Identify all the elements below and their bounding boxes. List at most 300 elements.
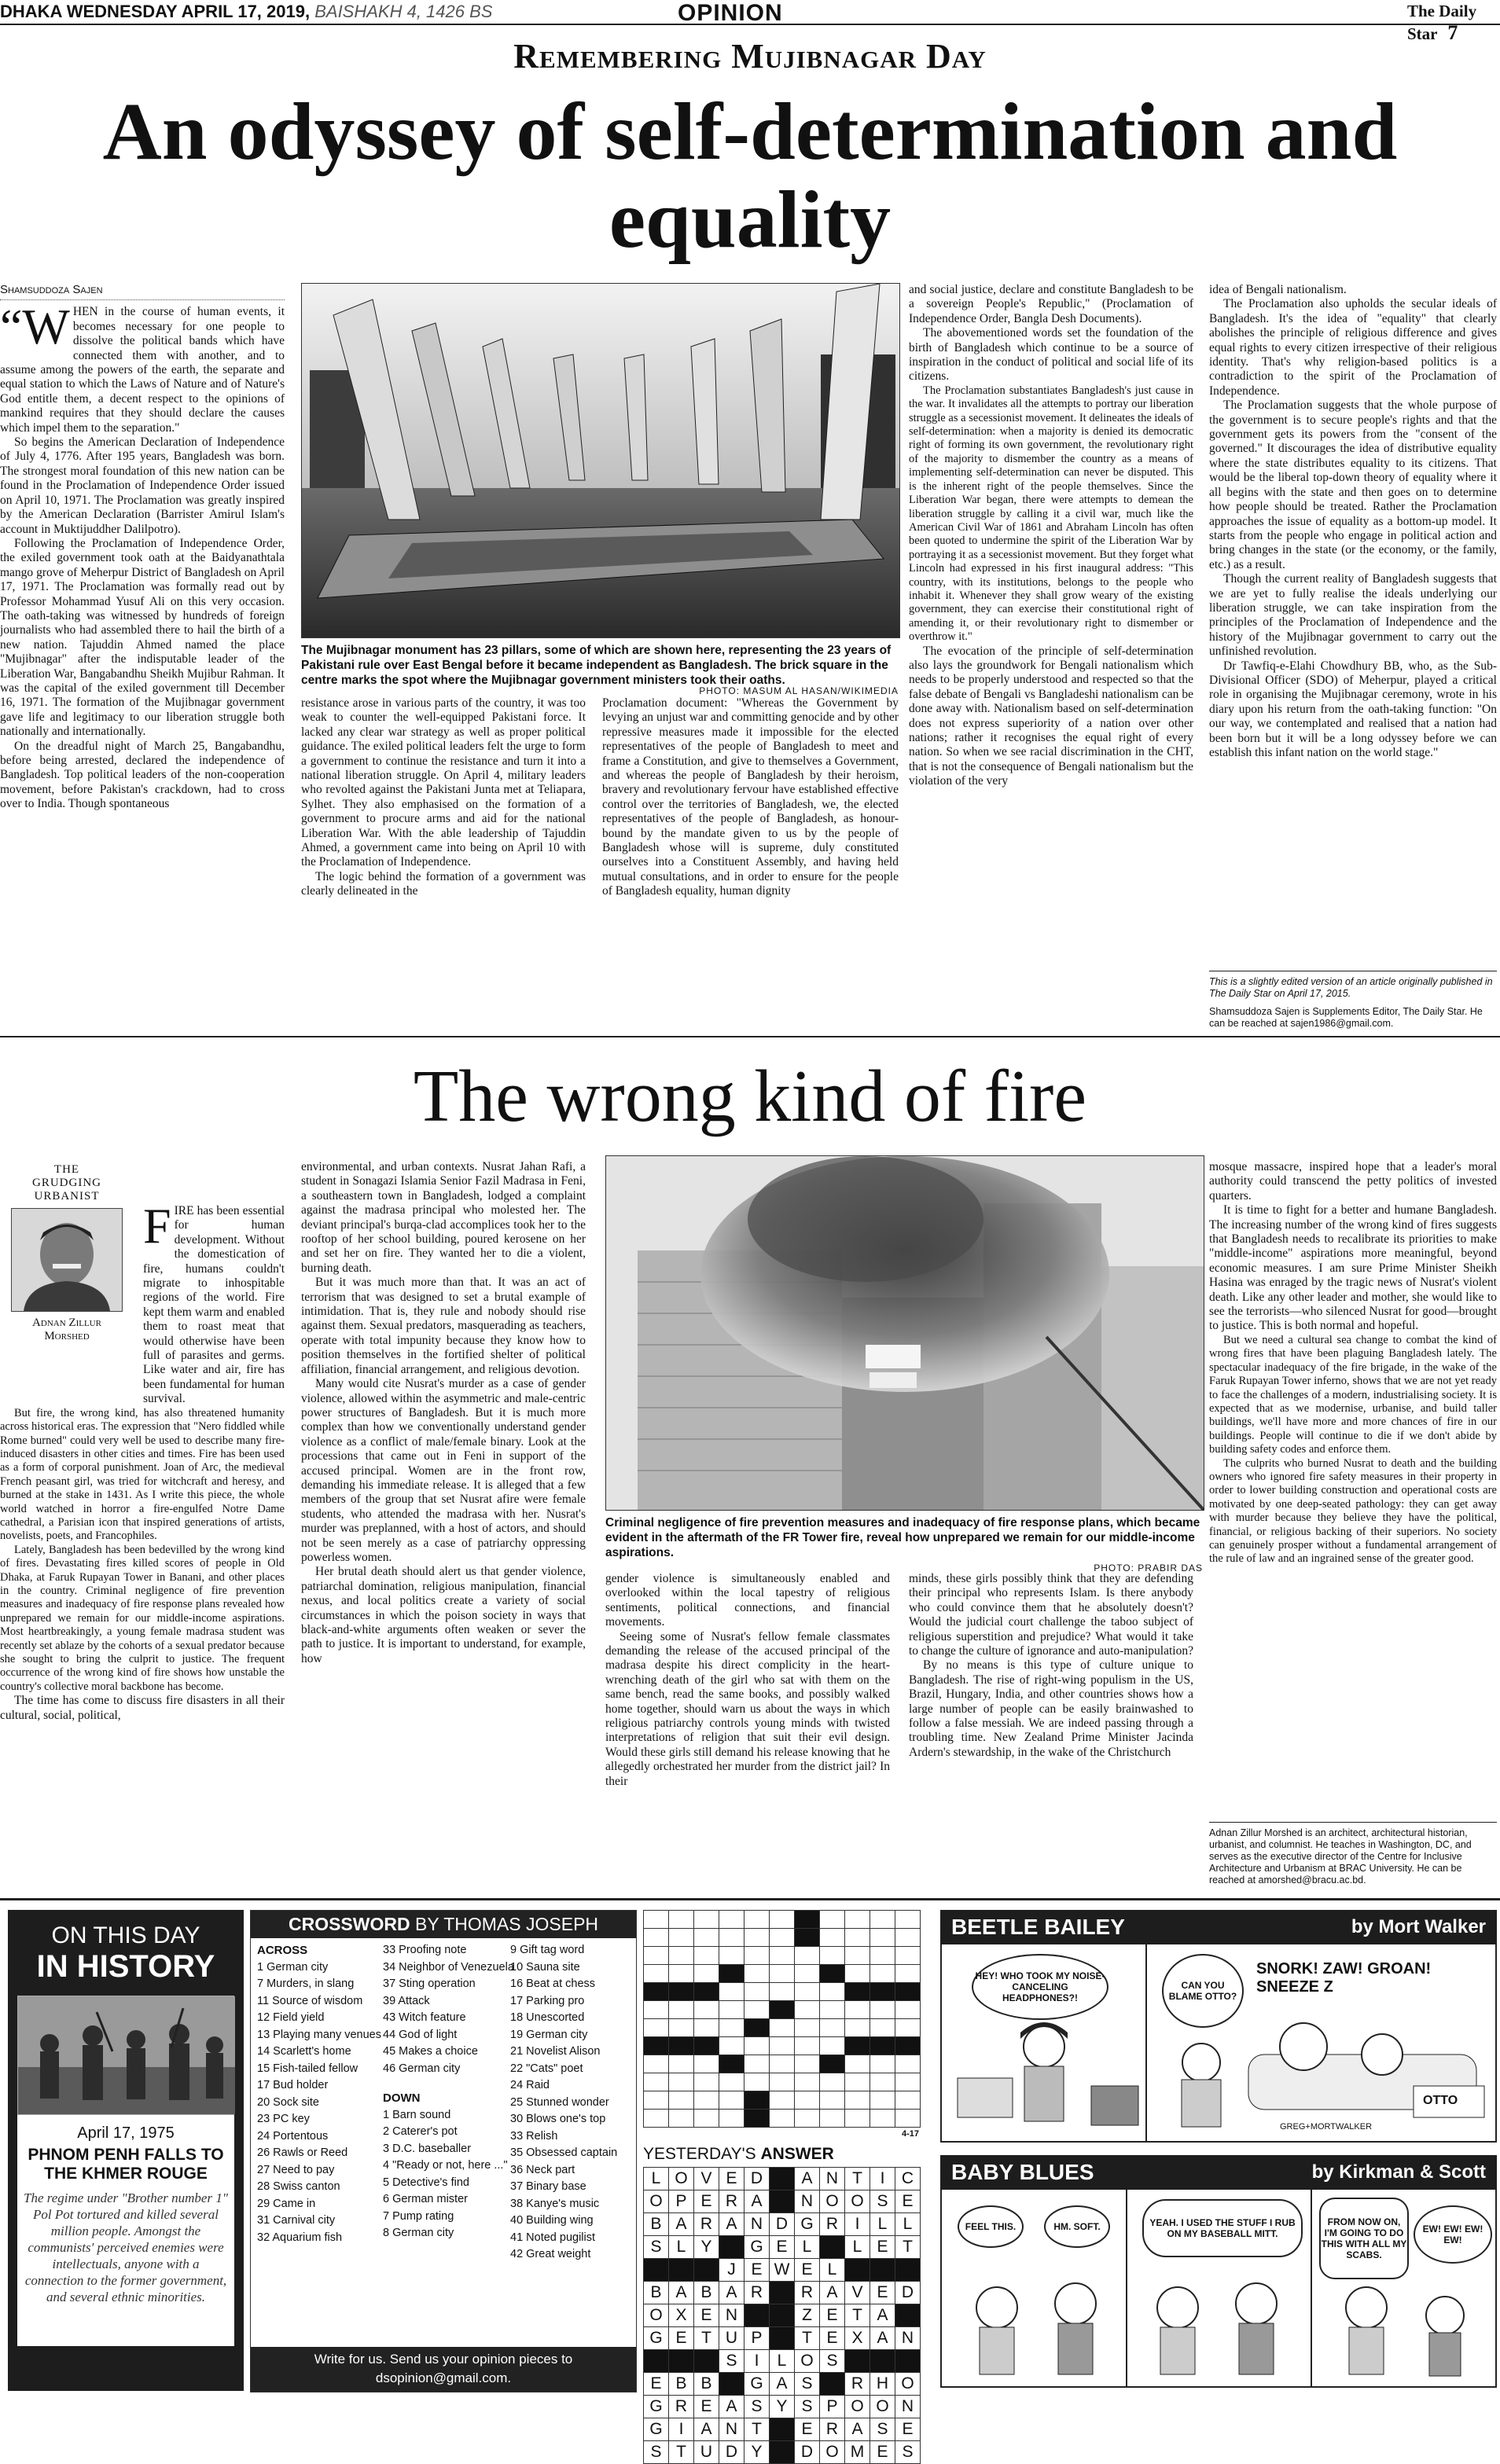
paper-name: The Daily Star <box>1407 2 1477 43</box>
crossword-cell[interactable] <box>870 1965 895 1983</box>
answer-cell: E <box>669 2327 694 2350</box>
crossword-cell[interactable] <box>895 1947 921 1965</box>
answer-cell: S <box>719 2350 744 2373</box>
crossword-cell[interactable] <box>719 2019 744 2037</box>
crossword-cell[interactable] <box>694 1911 719 1929</box>
answer-cell: A <box>694 2418 719 2441</box>
history-date: April 17, 1975 <box>77 2124 175 2142</box>
answer-cell: P <box>820 2396 845 2418</box>
answer-cell: I <box>845 2213 870 2236</box>
crossword-cell[interactable] <box>795 1911 820 1929</box>
crossword-cell[interactable] <box>744 2037 770 2055</box>
crossword-cell[interactable] <box>820 2001 845 2019</box>
crossword-cell[interactable] <box>669 2001 694 2019</box>
answer-cell <box>669 2350 694 2373</box>
crossword-cell[interactable] <box>770 1965 795 1983</box>
crossword-title <box>251 1911 636 1938</box>
article2-column-3 <box>605 1572 890 1883</box>
crossword-cell[interactable] <box>870 2055 895 2073</box>
masthead-date <box>0 2 492 22</box>
answer-cell: L <box>870 2213 895 2236</box>
crossword-cell[interactable] <box>719 1929 744 1947</box>
crossword-cell[interactable] <box>870 2091 895 2110</box>
crossword-cell[interactable] <box>719 2073 744 2091</box>
answer-cell: H <box>870 2373 895 2396</box>
crossword-cell[interactable] <box>795 2019 820 2037</box>
article1-para: Following the Proclamation of Independence Order, the exiled government took oath at the Baidyanathtala mango grove of Meherpur District of Bangladesh on April 17, 1971. The Proclamation was formally read out by Professor Mohammad Yusuf Ali on this very occasion. The oath-taking was witnessed by hundreds of foreign journalists who had assembled there to hail the birth of a new nation. Tajuddin Ahmed named the place "Mujibnagar" after the indisputable leader of the Liberation War, Bangabandhu Sheikh Mujibur Rahman. It was the capital of the exiled government till December 16, 1971. The formation of the Mujibnagar government gave life and legitimacy to our liberation struggle both nationally and internationally. <box>0 536 285 739</box>
answer-cell <box>770 2441 795 2464</box>
crossword-clue: 40 Building wing <box>510 2214 594 2227</box>
crossword-cell[interactable] <box>669 2055 694 2073</box>
beetle-credit: GREG+MORTWALKER <box>1280 2122 1373 2132</box>
crossword-cell[interactable] <box>719 1947 744 1965</box>
crossword-cell[interactable] <box>895 1965 921 1983</box>
crossword-cell[interactable] <box>644 2019 669 2037</box>
crossword-cell[interactable] <box>795 1947 820 1965</box>
article2-para: By no means is this type of culture unique to Bangladesh. The rise of right-wing populism in the US, Brazil, Hungary, India, and other countries shows how a large number of people can be easily brainwashed to follow a false messiah. We are indeed passing through a troubling time. New Zealand Prime Minister Jacinda Ardern's stewardship, in the wake of the Christchurch <box>909 1658 1193 1759</box>
crossword-cell[interactable] <box>845 2001 870 2019</box>
footer-email: dsopinion@gmail.com. <box>375 2370 512 2385</box>
article1-author-note: Shamsuddoza Sajen is Supplements Editor, The Daily Star. He can be reached at sajen1986@gmail.com. <box>1209 1006 1483 1029</box>
crossword-cell[interactable] <box>820 1911 845 1929</box>
crossword-clue: 39 Attack <box>383 1994 430 2007</box>
drop-cap-f: F <box>143 1198 171 1254</box>
answer-cell: R <box>820 2213 845 2236</box>
answer-cell: V <box>694 2168 719 2190</box>
crossword-cell[interactable] <box>694 2110 719 2128</box>
answer-cell: S <box>744 2396 770 2418</box>
page-number: 7 <box>1447 21 1458 44</box>
crossword-cell[interactable] <box>719 1911 744 1929</box>
yesterday-answer-title <box>643 2145 934 2164</box>
answer-cell: Y <box>694 2236 719 2259</box>
crossword-clue: 8 German city <box>383 2227 454 2239</box>
crossword-cell[interactable] <box>744 1965 770 1983</box>
article1-photo-caption: The Mujibnagar monument has 23 pillars, some of which are shown here, representing the 23 years of Pakistani rule over East Bengal before it became independent as Bangladesh. The brick square in the centre marks the spot where the Mujibnagar government ministers took their oaths. <box>301 644 892 687</box>
article1-para: HEN in the course of human events, it becomes necessary for one people to dissolve the political bands which have connected them with another, and to assume among the powers of the earth, the separate and equal station to which the Laws of Nature and of Nature's God entitle them, a decent respect to the opinions of mankind requires that they should declare the causes which impel them to the separation." <box>0 305 285 435</box>
across-heading: ACROSS <box>257 1944 308 1957</box>
crossword-clue: 11 Source of wisdom <box>257 1994 363 2007</box>
crossword-clue: 22 "Cats" poet <box>510 2062 583 2075</box>
crossword-clue: 7 Murders, in slang <box>257 1977 355 1990</box>
crossword-clue: 23 PC key <box>257 2113 310 2125</box>
answer-cell: S <box>820 2350 845 2373</box>
crossword-cell[interactable] <box>770 2019 795 2037</box>
fire-image <box>606 1156 1204 1510</box>
answer-cell: E <box>744 2259 770 2282</box>
crossword-cell[interactable] <box>744 1947 770 1965</box>
crossword-cell[interactable] <box>719 2110 744 2128</box>
crossword-clue: 44 God of light <box>383 2028 458 2041</box>
answer-cell: I <box>669 2418 694 2441</box>
crossword-clue: 20 Sock site <box>257 2095 319 2109</box>
crossword-cell[interactable] <box>744 2001 770 2019</box>
crossword-cell[interactable] <box>870 1947 895 1965</box>
crossword-clue: 15 Fish-tailed fellow <box>257 2062 358 2075</box>
crossword-cell[interactable] <box>895 1983 921 2001</box>
crossword-cell[interactable] <box>820 1983 845 2001</box>
history-text: The regime under "Brother number 1" Pol Pot tortured and killed several million people. Amongst the communists' perceived enemies were intellectuals, anyone with a connection to the former government, and several ethnic minorities. <box>24 2190 228 2304</box>
crossword-cell[interactable] <box>820 2055 845 2073</box>
answer-cell: S <box>895 2441 921 2464</box>
monument-image <box>302 284 899 637</box>
answer-cell: D <box>770 2213 795 2236</box>
beetle-title: BEETLE BAILEY <box>951 1915 1125 1939</box>
article1-para: The Proclamation also upholds the secular ideals of Bangladesh. It's the idea of "equality" that clearly abolishes the principle of religious difference and gives equal rights to every citizen irrespective of their religious identity. That's why religion-based politics is a contradiction to the spirit of the Proclamation of Independence. <box>1209 297 1497 398</box>
answer-cell: T <box>694 2327 719 2350</box>
answer-cell: O <box>820 2190 845 2213</box>
crossword-title-rest: BY THOMAS JOSEPH <box>410 1914 599 1934</box>
article2-photo-credit: PHOTO: PRABIR DAS <box>1094 1562 1203 1574</box>
answer-cell <box>644 2259 669 2282</box>
crossword-clue: 18 Unescorted <box>510 2011 585 2024</box>
answer-cell: N <box>719 2304 744 2327</box>
crossword-clue: 17 Bud holder <box>257 2079 329 2091</box>
article1-column-5 <box>1209 283 1497 975</box>
clues-across-1 <box>257 1942 383 2246</box>
crossword-cell[interactable] <box>644 1983 669 2001</box>
answer-cell: E <box>895 2418 921 2441</box>
crossword-cell[interactable] <box>845 1929 870 1947</box>
crossword-cell[interactable] <box>845 1911 870 1929</box>
crossword-cell[interactable] <box>795 2037 820 2055</box>
crossword-cell[interactable] <box>669 2019 694 2037</box>
crossword-cell[interactable] <box>669 2037 694 2055</box>
crossword-clue: 29 Came in <box>257 2197 316 2210</box>
crossword-cell[interactable] <box>795 1929 820 1947</box>
crossword-cell[interactable] <box>694 2001 719 2019</box>
crossword-cell[interactable] <box>895 1929 921 1947</box>
answer-cell: O <box>644 2304 669 2327</box>
crossword-cell[interactable] <box>845 1983 870 2001</box>
crossword-cell[interactable] <box>895 2055 921 2073</box>
answer-cell <box>644 2350 669 2373</box>
answer-cell: T <box>669 2441 694 2464</box>
crossword-cell[interactable] <box>895 1911 921 1929</box>
answer-cell: Y <box>744 2441 770 2464</box>
answer-cell <box>895 2259 921 2282</box>
answer-cell: L <box>845 2236 870 2259</box>
clues-across-2 <box>383 1942 514 2242</box>
crossword-cell[interactable] <box>694 1947 719 1965</box>
answer-cell: A <box>744 2190 770 2213</box>
answer-cell <box>770 2304 795 2327</box>
answer-cell: O <box>845 2396 870 2418</box>
crossword-cell[interactable] <box>870 2110 895 2128</box>
crossword-cell[interactable] <box>820 2019 845 2037</box>
crossword-cell[interactable] <box>870 2073 895 2091</box>
crossword-cell[interactable] <box>895 2110 921 2128</box>
article1-para: and social justice, declare and constitute Bangladesh to be a sovereign People's Republic," (Proclamation of Independence Order, Bangla Desh Documents). <box>909 283 1193 325</box>
crossword-cell[interactable] <box>744 2055 770 2073</box>
crossword-cell[interactable] <box>820 1929 845 1947</box>
answer-label: ANSWER <box>760 2145 834 2163</box>
crossword-cell[interactable] <box>770 2001 795 2019</box>
crossword-cell[interactable] <box>845 2037 870 2055</box>
crossword-clue: 1 German city <box>257 1960 329 1974</box>
article1-para: The evocation of the principle of self-determination also lays the groundwork for Bengali nationalism which needs to be properly understood and respected so that the false debate of Bengali vs Bangladeshi nationalism can be done away with. Nationalism based on self-determination does not express superiority of a nation over other nations; rather it recognises the equal right of every nation. So when we see racial discrimination in the CHT, that is not the consequence of Bengali nationalism but the violation of the very <box>909 644 1193 788</box>
answer-cell: E <box>870 2282 895 2304</box>
crossword-cell[interactable] <box>669 2091 694 2110</box>
answer-cell: R <box>845 2373 870 2396</box>
answer-cell: B <box>669 2373 694 2396</box>
crossword-cell[interactable] <box>820 2073 845 2091</box>
crossword-cell[interactable] <box>820 1947 845 1965</box>
crossword-clue: 2 Caterer's pot <box>383 2125 458 2138</box>
answer-cell: E <box>694 2396 719 2418</box>
crossword-cell[interactable] <box>845 2073 870 2091</box>
crossword-grid[interactable] <box>643 1910 921 2128</box>
crossword-cell[interactable] <box>845 2091 870 2110</box>
history-title-top: ON THIS DAY <box>51 1922 200 1948</box>
answer-cell <box>845 2350 870 2373</box>
article2-para: environmental, and urban contexts. Nusrat Jahan Rafi, a student in Sonagazi Islamia Senior Fazil Madrasa in Feni, a southeastern town in Bangladesh, lodged a complaint against the madrasa principal who molested her. The deviant principal's burqa-clad accomplices took her to the rooftop of her school building, poured kerosene on her and set her on fire. They wanted her to die a violent, burning death. <box>301 1160 586 1275</box>
crossword-cell[interactable] <box>895 2001 921 2019</box>
crossword-cell[interactable] <box>795 2055 820 2073</box>
clues-down-2 <box>510 1942 634 2264</box>
crossword-cell[interactable] <box>719 2091 744 2110</box>
crossword-cell[interactable] <box>719 2037 744 2055</box>
article2-para: Her brutal death should alert us that gender violence, patriarchal domination, religious manipulation, financial nexus, and local politics create a variety of social circumstances in which the poison society in ways that black-and-white arguments often weaken or sever the path to justice. It is important to understand, for example, how <box>301 1565 586 1665</box>
crossword-cell[interactable] <box>744 1983 770 2001</box>
crossword-cell[interactable] <box>895 2019 921 2037</box>
crossword-cell[interactable] <box>845 2110 870 2128</box>
bb-bubble-2: HM. SOFT. <box>1044 2205 1110 2248</box>
answer-cell <box>719 2236 744 2259</box>
crossword-cell[interactable] <box>694 2037 719 2055</box>
crossword-clue: 43 Witch feature <box>383 2011 466 2024</box>
article1-para: The Proclamation substantiates Bangladesh's just cause in the war. It invalidates all the attempts to portray our liberation struggle as a secessionist movement. It delineates the ideals of self-determination: when a majority is denied its democratic right of forming its own government, the revolutionary right of the majority to dismember the country as a means of implementing self-determination can never be disputed. This is the inherent right of the people themselves. Since the Liberation War began, there were attempts to demean the liberation struggle by calling it a civil war, much like the American Civil War of 1861 and Abraham Lincoln has often been quoted to undermine the spirit of the Liberation War by portraying it as a secessionist movement. But they forget what Lincoln had expressed in his first inaugural address: "This country, with its institutions, belongs to the people who inhabit it. Whenever they shall grow weary of the existing government, they can exercise their constitutional right of amending it, or their revolutionary right to dismember or overthrow it." <box>909 384 1193 644</box>
crossword-cell[interactable] <box>694 2055 719 2073</box>
answer-cell: A <box>870 2327 895 2350</box>
answer-cell: B <box>644 2213 669 2236</box>
crossword-cell[interactable] <box>669 1911 694 1929</box>
article2-column-5 <box>1209 1160 1497 1828</box>
article2-column-1 <box>0 1160 285 1883</box>
article1-para: On the dreadful night of March 25, Bangabandhu, before being arrested, declared the independence of Bangladesh. Top political leaders of the non-cooperation movement, before Pakistan's crackdown, had to cross over to India. Though spontaneous <box>0 739 285 811</box>
crossword-cell[interactable] <box>719 2055 744 2073</box>
crossword-clue: 35 Obsessed captain <box>510 2146 618 2159</box>
crossword-cell[interactable] <box>644 1929 669 1947</box>
crossword-cell[interactable] <box>820 2110 845 2128</box>
crossword-cell[interactable] <box>694 2019 719 2037</box>
babyblues-title-bar <box>940 2155 1497 2190</box>
crossword-cell[interactable] <box>820 1965 845 1983</box>
answer-cell: S <box>870 2418 895 2441</box>
answer-cell: J <box>719 2259 744 2282</box>
answer-cell: A <box>719 2213 744 2236</box>
answer-cell: B <box>694 2373 719 2396</box>
answer-cell: R <box>669 2396 694 2418</box>
crossword-cell[interactable] <box>744 2073 770 2091</box>
crossword-cell[interactable] <box>644 2001 669 2019</box>
article2-photo-caption: Criminal negligence of fire prevention measures and inadequacy of fire response plans, which became evident in the aftermath of the FR Tower fire, reveal how unprepared we remain for our middle-income aspirations. <box>605 1516 1200 1559</box>
crossword-cell[interactable] <box>744 2019 770 2037</box>
answer-cell: S <box>644 2236 669 2259</box>
answer-cell: O <box>795 2350 820 2373</box>
answer-cell: G <box>644 2396 669 2418</box>
answer-cell: E <box>820 2327 845 2350</box>
crossword-cell[interactable] <box>870 2037 895 2055</box>
answer-cell: E <box>694 2190 719 2213</box>
answer-cell: N <box>895 2396 921 2418</box>
answer-cell: A <box>719 2396 744 2418</box>
answer-cell: M <box>845 2441 870 2464</box>
crossword-cell[interactable] <box>669 2110 694 2128</box>
crossword-cell[interactable] <box>744 1929 770 1947</box>
answer-cell: G <box>744 2236 770 2259</box>
crossword-cell[interactable] <box>694 1929 719 1947</box>
article1-para: The abovementioned words set the foundation of the birth of Bangladesh which continue to be a source of inspiration in the conduct of political and social life of its citizens. <box>909 326 1193 384</box>
crossword-cell[interactable] <box>870 2019 895 2037</box>
columnist-label: THE GRUDGING URBANIST <box>32 1163 101 1203</box>
answer-cell: O <box>669 2168 694 2190</box>
answer-cell: I <box>870 2168 895 2190</box>
answer-cell: E <box>795 2418 820 2441</box>
crossword-cell[interactable] <box>870 2001 895 2019</box>
history-box <box>8 1910 244 2391</box>
crossword-cell[interactable] <box>795 1965 820 1983</box>
article2-para: Seeing some of Nusrat's fellow female classmates demanding the release of the accused principal of the madrasa despite his direct complicity in the heart-wrenching death of the girl who sat with them on the same bench, read the same books, and possibly walked home together, should warn us about the ways in which religious patriarchy controls young minds with twisted interpretations of religion that suit their evil design. Would these girls still demand his release knowing that he allegedly orchestrated her murder from the district jail? In their <box>605 1629 890 1788</box>
crossword-cell[interactable] <box>719 2001 744 2019</box>
crossword-cell[interactable] <box>770 2055 795 2073</box>
crossword-clue: 1 Barn sound <box>383 2108 451 2121</box>
crossword-cell[interactable] <box>770 1929 795 1947</box>
crossword-cell[interactable] <box>845 1965 870 1983</box>
answer-cell <box>895 2304 921 2327</box>
answer-cell <box>694 2350 719 2373</box>
crossword-cell[interactable] <box>644 2091 669 2110</box>
crossword-cell[interactable] <box>795 2001 820 2019</box>
crossword-cell[interactable] <box>669 1947 694 1965</box>
crossword-cell[interactable] <box>669 1983 694 2001</box>
crossword-cell[interactable] <box>669 1965 694 1983</box>
article2-para: The culprits who burned Nusrat to death and the building owners who ignored fire safety measures in their property in order to lower building construction and operational costs are motivated by one deep-seated pathology: they can get away with murder because they believe they have the political, financial, or religious backing of their superiors. No society can genuinely prosper without a fundamental arrangement of the rule of law and an ingrained sense of the greater good. <box>1209 1456 1497 1566</box>
article1-note: This is a slightly edited version of an article originally published in The Daily Star on April 17, 2015. <box>1209 976 1493 999</box>
crossword-cell[interactable] <box>644 1965 669 1983</box>
crossword-cell[interactable] <box>644 2055 669 2073</box>
answer-cell: E <box>870 2441 895 2464</box>
answer-cell: B <box>694 2282 719 2304</box>
crossword-cell[interactable] <box>795 2073 820 2091</box>
answer-cell: L <box>770 2350 795 2373</box>
crossword-cell[interactable] <box>744 2110 770 2128</box>
beetle-bailey-strip <box>940 1910 1497 2146</box>
crossword-cell[interactable] <box>694 2091 719 2110</box>
crossword-clue: 41 Noted pugilist <box>510 2231 596 2244</box>
crossword-cell[interactable] <box>895 2037 921 2055</box>
crossword-cell[interactable] <box>719 1965 744 1983</box>
article2-para: Lately, Bangladesh has been bedevilled by the wrong kind of fires. Devastating fires killed scores of people in Old Dhaka, at Faruk Rupayan Tower in Banani, and other places in the country. Criminal negligence of fire prevention measures and inadequacy of fire response plans revealed how unprepared we remain for our middle-income aspirations. Most heartbreakingly, a young female madrasa student was recently set ablaze by the cohorts of a sexual predator because she sought to bring the culprit to justice. The frequent occurrence of the wrong kind of fire shows how unstable the country's collective moral backbone has become. <box>0 1543 285 1693</box>
crossword-clue: 37 Sting operation <box>383 1977 476 1990</box>
crossword-cell[interactable] <box>744 1911 770 1929</box>
soldiers-image <box>18 1996 235 2114</box>
crossword-clue: 4 "Ready or not, here ..." <box>383 2159 508 2172</box>
answer-cell: E <box>770 2236 795 2259</box>
crossword-cell[interactable] <box>644 2110 669 2128</box>
answer-cell: E <box>694 2304 719 2327</box>
crossword-cell[interactable] <box>694 1965 719 1983</box>
crossword-cell[interactable] <box>795 2110 820 2128</box>
article2-para: The time has come to discuss fire disasters in all their cultural, social, political, <box>0 1694 285 1722</box>
answer-cell: N <box>795 2190 820 2213</box>
crossword-cell[interactable] <box>895 2073 921 2091</box>
crossword-cell[interactable] <box>770 1947 795 1965</box>
crossword-cell[interactable] <box>895 2091 921 2110</box>
answer-cell: E <box>820 2304 845 2327</box>
beetle-snore-text: SNORK! ZAW! GROAN! SNEEZE Z <box>1256 1960 1432 1996</box>
bb-bubble-1: FEEL THIS. <box>958 2205 1024 2248</box>
crossword-cell[interactable] <box>870 1929 895 1947</box>
answer-cell: T <box>845 2304 870 2327</box>
crossword-clue: 32 Aquarium fish <box>257 2231 343 2244</box>
crossword-cell[interactable] <box>644 1947 669 1965</box>
crossword-cell[interactable] <box>845 1947 870 1965</box>
crossword-cell[interactable] <box>820 2037 845 2055</box>
beetle-title-bar <box>940 1910 1497 1944</box>
crossword-cell[interactable] <box>669 2073 694 2091</box>
crossword-clue: 30 Blows one's top <box>510 2113 606 2125</box>
answer-cell: R <box>694 2213 719 2236</box>
crossword-title-bold: CROSSWORD <box>288 1914 410 1934</box>
crossword-cell[interactable] <box>644 2037 669 2055</box>
crossword-clue: 42 Great weight <box>510 2248 591 2260</box>
answer-grid <box>643 2167 921 2464</box>
answer-cell: G <box>744 2373 770 2396</box>
crossword-cell[interactable] <box>770 1983 795 2001</box>
answer-cell: P <box>669 2190 694 2213</box>
crossword-cell[interactable] <box>795 2091 820 2110</box>
crossword-cell[interactable] <box>795 1983 820 2001</box>
crossword-cell[interactable] <box>744 2091 770 2110</box>
crossword-cell[interactable] <box>820 2091 845 2110</box>
crossword-cell[interactable] <box>770 1911 795 1929</box>
crossword-cell[interactable] <box>669 1929 694 1947</box>
crossword-cell[interactable] <box>719 1983 744 2001</box>
crossword-cell[interactable] <box>644 1911 669 1929</box>
article1-para: Though the current reality of Bangladesh suggests that we are yet to fully realise the ideals underlying our liberation struggle, we can take inspiration from the principles of the Proclamation of Independence and the history of the Mujibnagar government to carry out the unfinished revolution. <box>1209 572 1497 659</box>
crossword-cell[interactable] <box>770 2110 795 2128</box>
answer-cell <box>820 2236 845 2259</box>
answer-cell: L <box>644 2168 669 2190</box>
answer-cell: N <box>895 2327 921 2350</box>
crossword-cell[interactable] <box>770 2073 795 2091</box>
crossword-cell[interactable] <box>845 2055 870 2073</box>
crossword-cell[interactable] <box>694 2073 719 2091</box>
crossword-cell[interactable] <box>845 2019 870 2037</box>
answer-cell: S <box>870 2190 895 2213</box>
crossword-cell[interactable] <box>644 2073 669 2091</box>
crossword-cell[interactable] <box>870 1911 895 1929</box>
crossword-clue: 27 Need to pay <box>257 2163 335 2176</box>
article2-column-4 <box>909 1572 1193 1883</box>
answer-cell: A <box>770 2373 795 2396</box>
grid-tag: 4-17 <box>901 2129 919 2139</box>
crossword-cell[interactable] <box>870 1983 895 2001</box>
answer-cell: L <box>895 2213 921 2236</box>
answer-cell: A <box>845 2418 870 2441</box>
crossword-clue: 13 Playing many venues <box>257 2028 381 2041</box>
crossword-clue: 17 Parking pro <box>510 1994 585 2007</box>
crossword-cell[interactable] <box>694 1983 719 2001</box>
answer-cell: S <box>795 2373 820 2396</box>
crossword-clue: 14 Scarlett's home <box>257 2045 351 2058</box>
crossword-cell[interactable] <box>770 2091 795 2110</box>
bb-bubble-4: FROM NOW ON, I'M GOING TO DO THIS WITH ALL MY SCABS. <box>1319 2198 1409 2279</box>
crossword-cell[interactable] <box>770 2037 795 2055</box>
answer-cell: E <box>795 2259 820 2282</box>
answer-cell: L <box>795 2236 820 2259</box>
